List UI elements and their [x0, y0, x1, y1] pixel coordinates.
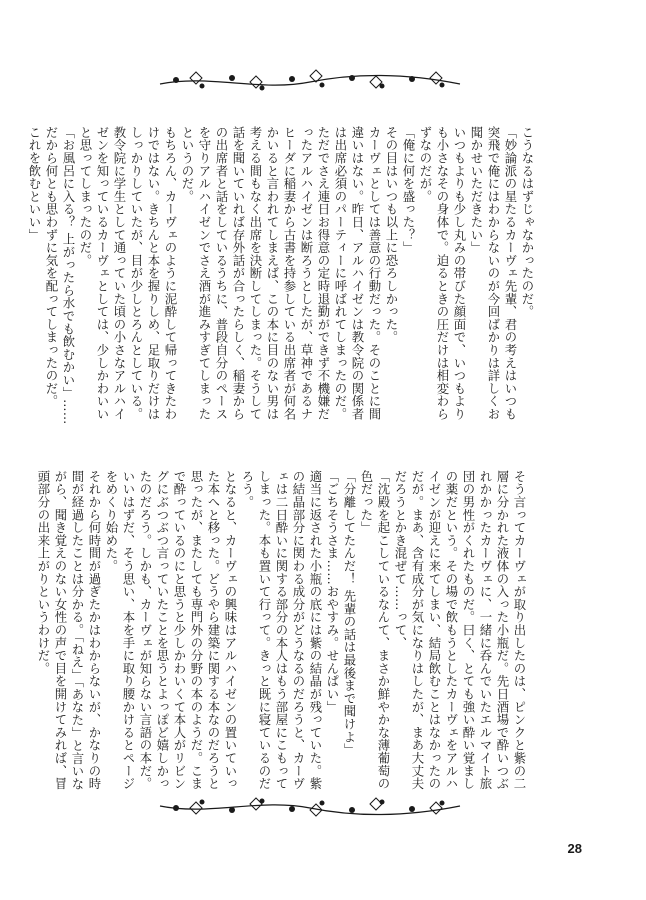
paragraph: それから何時間が過ぎたかはわからないが、かなりの時間が経過したことは分かる。「ねえ」「あなた」と言いながら、聞き覚えのない女性の声で目を開けてみれば、冒頭部分の出来上がりというわけだ。: [36, 470, 102, 791]
bottom-ornament: [150, 792, 470, 820]
paragraph: これを飲むといい」: [27, 126, 42, 242]
top-ornament: [150, 66, 470, 94]
paragraph: そう言ってカーヴェが取り出したのは、ピンクと紫の二層に分かれた液体の入った小瓶だ。先日酒場で酔いつぶれかかったカーヴェに、一緒に呑んでいたエルマイト旅団の男性がくれたものだ。曰く、とても強い酔い覚ましの薬だという。その場で飲もうとしたカーヴェをアルハイゼンが迎えに来てしまい、結局飲むことはなかったのだが。まあ、含有成分が気になりはしたが、まあ大丈夫だろうとかき混ぜて……って、: [393, 470, 527, 790]
paragraph: もちろん、カーヴェのように泥酔して帰ってきたわけではない。きちんと本を握りしめ、足取りだけはしっかりしていたが、目が少しとろんとしている。教令院に学生として通っていた頃の小さなアルハイゼンを知っているカーヴェとしては、少しかわいいと思ってしまったのだ。: [78, 126, 178, 421]
paragraph: 適当に返された小瓶の底には紫の結晶が残っていた。紫の結晶部分に関わる成分がどうなるのだろうと、カーヴェは二日酔いに関する部分の本人はもう部屋にこもってしまった。本も置いて行って。きっと既に寝ているのだろう。: [240, 470, 323, 790]
page-number: 28: [567, 841, 582, 856]
paragraph: カーヴェとしては善意の行動だった。そのことに間違いはない。昨日、アルハイゼンは教令院の関係者は出席必須のパーティーに呼ばれてしまったのだ。ただでさえ連日お得意の定時退勤ができず不機嫌だったアルハイゼンは断ろうとしたが、草神であるナヒーダに稲妻から古書を持参している出席者が何名かいると言われてしまえば、この本に目のない男は考える間もなく出席を決断してしまった。そうして話を聞いていれば存外話が合ったらしく、稲妻からの出席者と話をしているうちに、普段自分のペースを守りアルハイゼンでさえ酒が進みすぎてしまったというのだ。: [180, 126, 382, 421]
paragraph: いつもよりも少し丸みの帯びた顔面で、いつもよりも小さなその身体で。迫るときの圧だけは相変わらずなのだが。: [418, 126, 467, 421]
top-text-block: [27, 126, 536, 426]
paragraph: 「妙論派の星たるカーヴェ先輩、君の考えはいつも突飛で俺にはわからないのが今回ばかりは詳しくお聞かせいただきたい」: [469, 126, 518, 421]
paragraph: その目はいつも以上に恐ろしかった。: [384, 126, 399, 344]
paragraph: こうなるはずじゃなかったのだ。: [520, 126, 535, 318]
paragraph: となると、カーヴェの興味はアルハイゼンの置いていった本へと移った。どうやら建築に関する本なのだろうと思ったが、またしても専門外の分野の本のようだ。こまで酔っているのにと思うと少しかわいくて本人がリビングにぶつぶつ言っていたことを思うとよっぽど嬉しかったのだろう。しかも、カーヴェが知らない言語の本だ。いいはずだ、そう思い、本を手に取り腰かけるとページをめくり始めた。: [104, 470, 238, 790]
paragraph: 「お風呂に入る？ 上がったら水でも飲むかい」……だから何とも思わずに気を配ってしまったのだ。: [44, 126, 76, 425]
paragraph: 「俺に何を盛った？」: [401, 126, 416, 254]
bottom-text-block: [36, 470, 528, 800]
paragraph: 「ごちそうさま……おやすみ。せんぱい」: [325, 470, 340, 714]
paragraph: 「沈殿を起こしているなんて、まさか鮮やかな薄葡萄の色だった」: [359, 470, 391, 790]
paragraph: 「分離してたんだ！ 先輩の話は最後まで聞けよ」: [342, 470, 357, 756]
